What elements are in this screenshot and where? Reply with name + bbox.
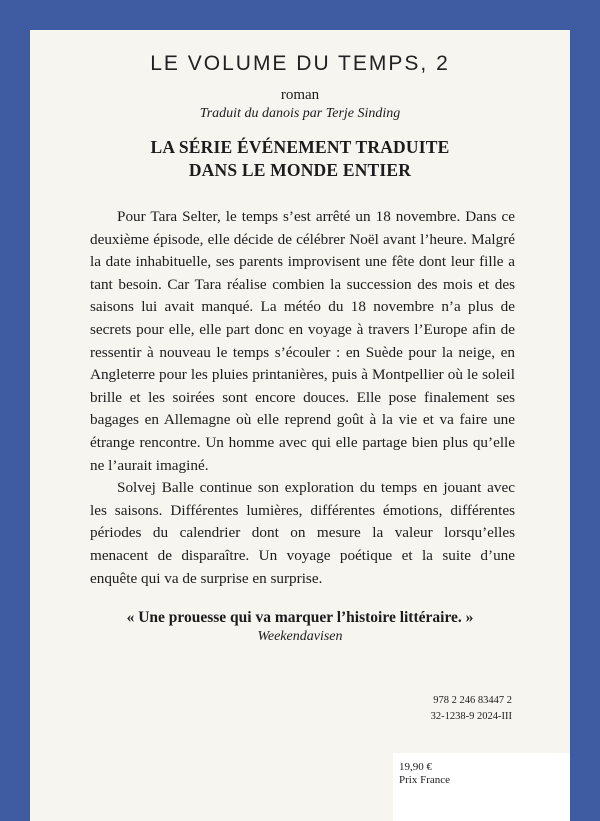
catalog-codes: 32-1238-9 2024-III bbox=[430, 711, 512, 722]
price-box bbox=[399, 761, 469, 787]
back-cover bbox=[30, 30, 570, 821]
genre-label: roman bbox=[280, 87, 320, 103]
book-title: LE VOLUME DU TEMPS, 2 bbox=[150, 52, 450, 75]
headline bbox=[30, 136, 570, 182]
translator-credit: Traduit du danois par Terje Sinding bbox=[199, 106, 401, 121]
blurb-paragraph-1: Pour Tara Selter, le temps s’est arrêté un 18 novembre. Dans ce deuxième épisode, elle décide de célébrer Noël avant l’heure. Malgré la date inhabituelle, ses parents improvisent une fête dont leur fille a tant besoin. Car Tara réalise combien la succession des mois et des saisons lui avait manqué. La météo du 18 novembre n’a plus de secrets pour elle, elle part donc en voyage à travers l’Europe afin de ressentir à nouveau le temps s’écouler : en Suède pour la neige, en Angleterre pour les pluies printanières, puis à Montpellier où le soleil brille et les soirées sont encore douces. Elle pose finalement ses bagages en Allemagne où elle reprend goût à la vie et va faire une étrange rencontre. Un homme avec qui elle partage bien plus qu’elle ne l’aurait imaginé. bbox=[90, 208, 515, 474]
press-quote: « Une prouesse qui va marquer l’histoire littéraire. » bbox=[126, 609, 474, 626]
headline-line-2: DANS LE MONDE ENTIER bbox=[188, 160, 412, 180]
price-barcode-area bbox=[393, 753, 570, 821]
blurb-paragraph-2: Solvej Balle continue son exploration du temps en jouant avec les saisons. Différentes lumières, différentes émotions, différentes périodes du calendrier dont on mesure la valeur lorsqu’elles menacent de disparaître. Un voyage poétique et la suite d’une enquête qui va de surprise en surprise. bbox=[90, 479, 515, 587]
blurb bbox=[90, 206, 515, 590]
isbn-number: 978 2 246 83447 2 bbox=[433, 695, 512, 706]
headline-line-1: LA SÉRIE ÉVÉNEMENT TRADUITE bbox=[150, 137, 450, 157]
quote-source: Weekendavisen bbox=[257, 629, 343, 644]
price-value: 19,90 € bbox=[399, 761, 432, 773]
price-label: Prix France bbox=[399, 774, 451, 786]
